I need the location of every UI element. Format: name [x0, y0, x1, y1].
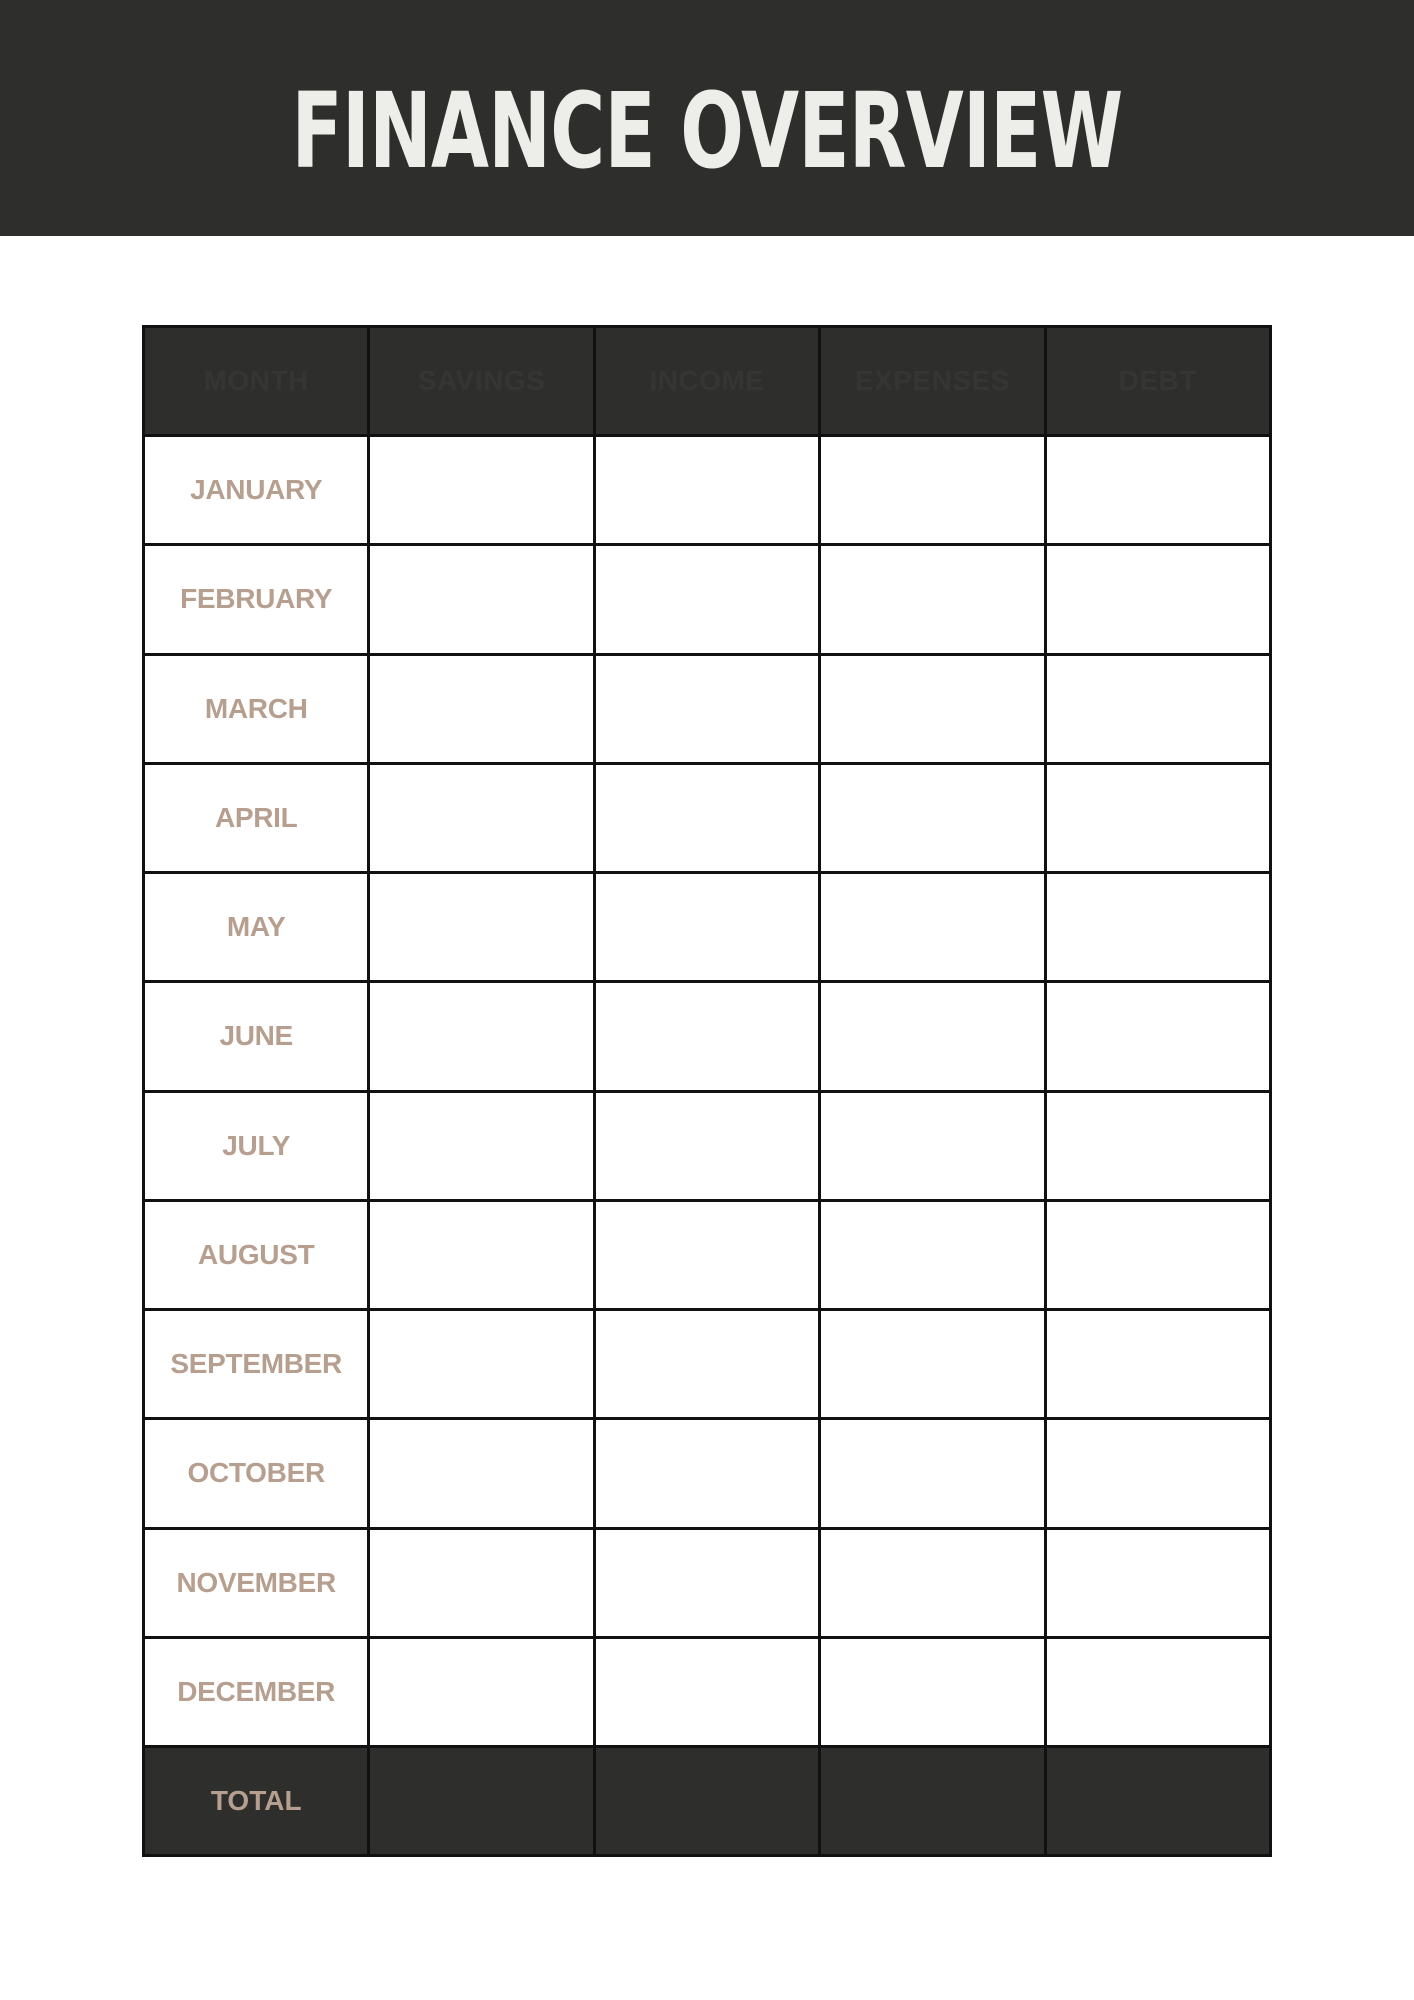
debt-cell[interactable] — [1045, 1310, 1270, 1419]
page-title: FINANCE OVERVIEW — [291, 70, 1123, 192]
table-row — [144, 654, 1271, 763]
income-cell[interactable] — [594, 545, 819, 654]
debt-cell[interactable] — [1045, 763, 1270, 872]
month-cell: AUGUST — [144, 1200, 369, 1309]
income-cell[interactable] — [594, 1200, 819, 1309]
total-debt-cell[interactable] — [1045, 1747, 1270, 1856]
debt-cell[interactable] — [1045, 654, 1270, 763]
month-cell: JANUARY — [144, 436, 369, 545]
table-header-row — [144, 327, 1271, 436]
table-row — [144, 982, 1271, 1091]
savings-cell[interactable] — [369, 1528, 594, 1637]
savings-cell[interactable] — [369, 982, 594, 1091]
table-row — [144, 545, 1271, 654]
table-row — [144, 1419, 1271, 1528]
income-cell[interactable] — [594, 1091, 819, 1200]
month-cell: JUNE — [144, 982, 369, 1091]
savings-cell[interactable] — [369, 1091, 594, 1200]
savings-cell[interactable] — [369, 436, 594, 545]
savings-cell[interactable] — [369, 1310, 594, 1419]
savings-cell[interactable] — [369, 545, 594, 654]
expenses-cell[interactable] — [820, 873, 1045, 982]
debt-cell[interactable] — [1045, 1419, 1270, 1528]
column-header-debt: DEBT — [1045, 327, 1270, 436]
expenses-cell[interactable] — [820, 654, 1045, 763]
expenses-cell[interactable] — [820, 1528, 1045, 1637]
expenses-cell[interactable] — [820, 1637, 1045, 1746]
table-row — [144, 873, 1271, 982]
debt-cell[interactable] — [1045, 436, 1270, 545]
income-cell[interactable] — [594, 1637, 819, 1746]
income-cell[interactable] — [594, 982, 819, 1091]
month-cell: NOVEMBER — [144, 1528, 369, 1637]
savings-cell[interactable] — [369, 654, 594, 763]
expenses-cell[interactable] — [820, 982, 1045, 1091]
savings-cell[interactable] — [369, 1419, 594, 1528]
table-row — [144, 1637, 1271, 1746]
expenses-cell[interactable] — [820, 1310, 1045, 1419]
savings-cell[interactable] — [369, 873, 594, 982]
debt-cell[interactable] — [1045, 982, 1270, 1091]
month-cell: DECEMBER — [144, 1637, 369, 1746]
debt-cell[interactable] — [1045, 1637, 1270, 1746]
income-cell[interactable] — [594, 763, 819, 872]
expenses-cell[interactable] — [820, 763, 1045, 872]
table-row — [144, 1091, 1271, 1200]
savings-cell[interactable] — [369, 1200, 594, 1309]
total-expenses-cell[interactable] — [820, 1747, 1045, 1856]
debt-cell[interactable] — [1045, 873, 1270, 982]
income-cell[interactable] — [594, 1528, 819, 1637]
income-cell[interactable] — [594, 1310, 819, 1419]
table-row — [144, 436, 1271, 545]
debt-cell[interactable] — [1045, 1528, 1270, 1637]
debt-cell[interactable] — [1045, 1200, 1270, 1309]
debt-cell[interactable] — [1045, 1091, 1270, 1200]
finance-table — [142, 325, 1272, 1857]
savings-cell[interactable] — [369, 763, 594, 872]
column-header-savings: SAVINGS — [369, 327, 594, 436]
month-cell: APRIL — [144, 763, 369, 872]
total-savings-cell[interactable] — [369, 1747, 594, 1856]
total-label: TOTAL — [144, 1747, 369, 1856]
savings-cell[interactable] — [369, 1637, 594, 1746]
total-income-cell[interactable] — [594, 1747, 819, 1856]
total-row — [144, 1747, 1271, 1856]
income-cell[interactable] — [594, 654, 819, 763]
income-cell[interactable] — [594, 436, 819, 545]
table-row — [144, 1528, 1271, 1637]
column-header-expenses: EXPENSES — [820, 327, 1045, 436]
income-cell[interactable] — [594, 873, 819, 982]
month-cell: FEBRUARY — [144, 545, 369, 654]
month-cell: MAY — [144, 873, 369, 982]
table-row — [144, 1310, 1271, 1419]
expenses-cell[interactable] — [820, 1200, 1045, 1309]
month-cell: OCTOBER — [144, 1419, 369, 1528]
month-cell: SEPTEMBER — [144, 1310, 369, 1419]
column-header-income: INCOME — [594, 327, 819, 436]
table-row — [144, 1200, 1271, 1309]
expenses-cell[interactable] — [820, 545, 1045, 654]
income-cell[interactable] — [594, 1419, 819, 1528]
table-row — [144, 763, 1271, 872]
month-cell: JULY — [144, 1091, 369, 1200]
expenses-cell[interactable] — [820, 1091, 1045, 1200]
month-cell: MARCH — [144, 654, 369, 763]
expenses-cell[interactable] — [820, 436, 1045, 545]
column-header-month: MONTH — [144, 327, 369, 436]
debt-cell[interactable] — [1045, 545, 1270, 654]
expenses-cell[interactable] — [820, 1419, 1045, 1528]
